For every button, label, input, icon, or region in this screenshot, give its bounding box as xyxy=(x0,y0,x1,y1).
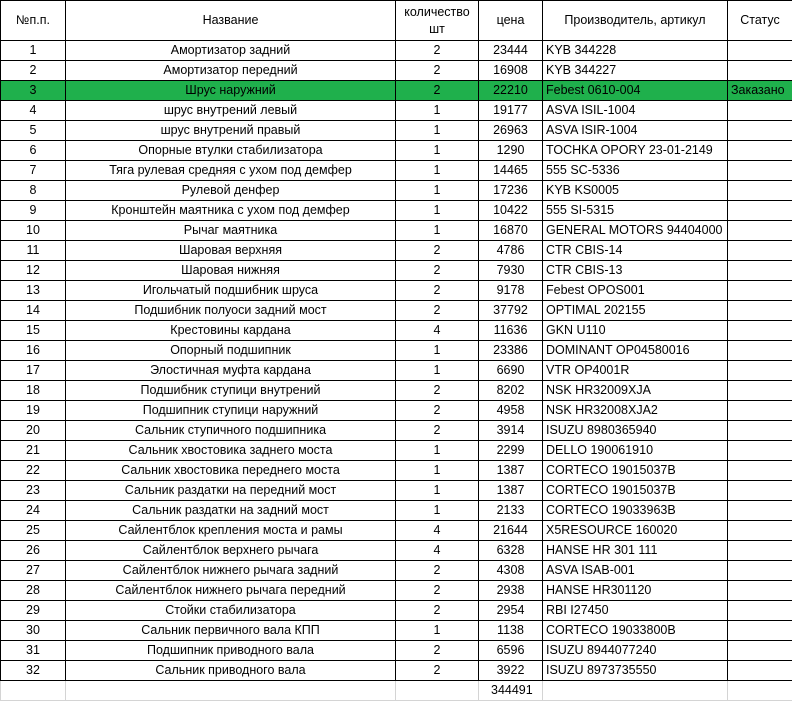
cell-price[interactable]: 17236 xyxy=(479,181,543,201)
cell-price[interactable]: 11636 xyxy=(479,321,543,341)
cell-maker[interactable]: CORTECO 19015037B xyxy=(543,481,728,501)
cell-price[interactable]: 26963 xyxy=(479,121,543,141)
cell-price[interactable]: 2299 xyxy=(479,441,543,461)
empty-cell[interactable] xyxy=(1,681,66,701)
cell-maker[interactable]: GENERAL MOTORS 94404000 xyxy=(543,221,728,241)
empty-cell[interactable] xyxy=(66,681,396,701)
cell-maker[interactable]: ISUZU 8980365940 xyxy=(543,421,728,441)
table-row xyxy=(1,461,792,481)
cell-status[interactable] xyxy=(728,221,792,241)
cell-qty[interactable]: 1 xyxy=(396,461,479,481)
cell-price[interactable]: 6690 xyxy=(479,361,543,381)
cell-name[interactable]: Тяга рулевая средняя с ухом под демфер xyxy=(66,161,396,181)
cell-num[interactable]: 17 xyxy=(1,361,66,381)
table-row xyxy=(1,101,792,121)
table-row xyxy=(1,501,792,521)
header-status[interactable]: Статус xyxy=(728,1,792,41)
cell-price[interactable]: 21644 xyxy=(479,521,543,541)
cell-qty[interactable]: 1 xyxy=(396,161,479,181)
total-row xyxy=(1,681,792,701)
cell-maker[interactable]: NSK HR32009XJA xyxy=(543,381,728,401)
cell-maker[interactable]: Febest OPOS001 xyxy=(543,281,728,301)
cell-maker[interactable]: DOMINANT OP04580016 xyxy=(543,341,728,361)
cell-num[interactable]: 5 xyxy=(1,121,66,141)
cell-qty[interactable]: 2 xyxy=(396,41,479,61)
cell-price[interactable]: 3922 xyxy=(479,661,543,681)
cell-name[interactable]: Крестовины кардана xyxy=(66,321,396,341)
cell-status[interactable] xyxy=(728,341,792,361)
cell-name[interactable]: Сальник хвостовика заднего моста xyxy=(66,441,396,461)
cell-status[interactable] xyxy=(728,321,792,341)
cell-status[interactable] xyxy=(728,581,792,601)
cell-name[interactable]: Сайлентблок крепления моста и рамы xyxy=(66,521,396,541)
cell-qty[interactable]: 2 xyxy=(396,401,479,421)
cell-price[interactable]: 16870 xyxy=(479,221,543,241)
header-num[interactable]: №п.п. xyxy=(1,1,66,41)
cell-num[interactable]: 24 xyxy=(1,501,66,521)
cell-num[interactable]: 16 xyxy=(1,341,66,361)
cell-num[interactable]: 32 xyxy=(1,661,66,681)
cell-qty[interactable]: 2 xyxy=(396,581,479,601)
cell-qty[interactable]: 1 xyxy=(396,441,479,461)
cell-qty[interactable]: 1 xyxy=(396,181,479,201)
table-row xyxy=(1,381,792,401)
cell-qty[interactable]: 2 xyxy=(396,641,479,661)
cell-status[interactable] xyxy=(728,121,792,141)
cell-maker[interactable]: HANSE HR301120 xyxy=(543,581,728,601)
table-row xyxy=(1,361,792,381)
cell-qty[interactable]: 4 xyxy=(396,321,479,341)
cell-num[interactable]: 26 xyxy=(1,541,66,561)
cell-status[interactable] xyxy=(728,641,792,661)
cell-status[interactable] xyxy=(728,401,792,421)
header-name[interactable]: Название xyxy=(66,1,396,41)
cell-name[interactable]: Рулевой денфер xyxy=(66,181,396,201)
cell-maker[interactable]: HANSE HR 301 111 xyxy=(543,541,728,561)
cell-name[interactable]: Подшипник приводного вала xyxy=(66,641,396,661)
cell-name[interactable]: Стойки стабилизатора xyxy=(66,601,396,621)
cell-status[interactable] xyxy=(728,481,792,501)
cell-qty[interactable]: 2 xyxy=(396,301,479,321)
cell-price[interactable]: 10422 xyxy=(479,201,543,221)
cell-qty[interactable]: 2 xyxy=(396,421,479,441)
cell-maker[interactable]: KYB 344228 xyxy=(543,41,728,61)
cell-price[interactable]: 6328 xyxy=(479,541,543,561)
table-row xyxy=(1,581,792,601)
cell-name[interactable]: Подшибник ступици внутрений xyxy=(66,381,396,401)
cell-num[interactable]: 20 xyxy=(1,421,66,441)
cell-num[interactable]: 29 xyxy=(1,601,66,621)
cell-num[interactable]: 7 xyxy=(1,161,66,181)
cell-maker[interactable]: X5RESOURCE 160020 xyxy=(543,521,728,541)
cell-maker[interactable]: Febest 0610-004 xyxy=(543,81,728,101)
cell-status[interactable]: Заказано xyxy=(728,81,792,101)
table-row xyxy=(1,621,792,641)
cell-maker[interactable]: RBI I27450 xyxy=(543,601,728,621)
cell-price[interactable]: 4958 xyxy=(479,401,543,421)
cell-qty[interactable]: 2 xyxy=(396,381,479,401)
table-row xyxy=(1,341,792,361)
cell-status[interactable] xyxy=(728,201,792,221)
cell-name[interactable]: Сальник раздатки на передний мост xyxy=(66,481,396,501)
cell-status[interactable] xyxy=(728,501,792,521)
cell-qty[interactable]: 2 xyxy=(396,81,479,101)
cell-num[interactable]: 6 xyxy=(1,141,66,161)
table-row xyxy=(1,201,792,221)
table-row xyxy=(1,261,792,281)
table-row xyxy=(1,401,792,421)
cell-maker[interactable]: CORTECO 19033963B xyxy=(543,501,728,521)
cell-name[interactable]: Элостичная муфта кардана xyxy=(66,361,396,381)
cell-price[interactable]: 23444 xyxy=(479,41,543,61)
cell-maker[interactable]: DELLO 190061910 xyxy=(543,441,728,461)
cell-status[interactable] xyxy=(728,381,792,401)
cell-name[interactable]: Сайлентблок верхнего рычага xyxy=(66,541,396,561)
cell-price[interactable]: 14465 xyxy=(479,161,543,181)
cell-num[interactable]: 14 xyxy=(1,301,66,321)
cell-num[interactable]: 21 xyxy=(1,441,66,461)
table-row xyxy=(1,241,792,261)
table-row xyxy=(1,41,792,61)
cell-maker[interactable]: ASVA ISAB-001 xyxy=(543,561,728,581)
cell-name[interactable]: Игольчатый подшибник шруса xyxy=(66,281,396,301)
cell-num[interactable]: 23 xyxy=(1,481,66,501)
cell-status[interactable] xyxy=(728,181,792,201)
total-price[interactable]: 344491 xyxy=(479,681,543,701)
cell-qty[interactable]: 2 xyxy=(396,561,479,581)
cell-status[interactable] xyxy=(728,61,792,81)
table-row xyxy=(1,661,792,681)
cell-price[interactable]: 3914 xyxy=(479,421,543,441)
cell-name[interactable]: Шаровая нижняя xyxy=(66,261,396,281)
cell-status[interactable] xyxy=(728,601,792,621)
cell-name[interactable]: Опорные втулки стабилизатора xyxy=(66,141,396,161)
cell-maker[interactable]: VTR OP4001R xyxy=(543,361,728,381)
cell-maker[interactable]: ISUZU 8944077240 xyxy=(543,641,728,661)
cell-num[interactable]: 30 xyxy=(1,621,66,641)
cell-status[interactable] xyxy=(728,241,792,261)
table-row xyxy=(1,601,792,621)
cell-name[interactable]: Сайлентблок нижнего рычага передний xyxy=(66,581,396,601)
cell-name[interactable]: Сальник ступичного подшипника xyxy=(66,421,396,441)
table-row xyxy=(1,281,792,301)
cell-qty[interactable]: 1 xyxy=(396,481,479,501)
cell-maker[interactable]: TOCHKA OPORY 23-01-2149 xyxy=(543,141,728,161)
cell-maker[interactable]: 555 SI-5315 xyxy=(543,201,728,221)
cell-maker[interactable]: GKN U110 xyxy=(543,321,728,341)
table-row xyxy=(1,161,792,181)
cell-name[interactable]: Подшибник полуоси задний мост xyxy=(66,301,396,321)
cell-num[interactable]: 10 xyxy=(1,221,66,241)
cell-qty[interactable]: 1 xyxy=(396,121,479,141)
cell-num[interactable]: 22 xyxy=(1,461,66,481)
cell-status[interactable] xyxy=(728,421,792,441)
empty-cell[interactable] xyxy=(728,681,792,701)
header-price[interactable]: цена xyxy=(479,1,543,41)
cell-maker[interactable]: CORTECO 19033800B xyxy=(543,621,728,641)
cell-status[interactable] xyxy=(728,141,792,161)
cell-num[interactable]: 15 xyxy=(1,321,66,341)
cell-name[interactable]: Сальник хвостовика переднего моста xyxy=(66,461,396,481)
table-row xyxy=(1,141,792,161)
table-row xyxy=(1,541,792,561)
cell-qty[interactable]: 1 xyxy=(396,101,479,121)
cell-name[interactable]: Подшипник ступици наружний xyxy=(66,401,396,421)
cell-num[interactable]: 27 xyxy=(1,561,66,581)
cell-num[interactable]: 3 xyxy=(1,81,66,101)
cell-name[interactable]: Шаровая верхняя xyxy=(66,241,396,261)
cell-price[interactable]: 1138 xyxy=(479,621,543,641)
cell-price[interactable]: 9178 xyxy=(479,281,543,301)
cell-name[interactable]: Шрус наружний xyxy=(66,81,396,101)
header-row xyxy=(1,1,792,41)
cell-maker[interactable]: 555 SC-5336 xyxy=(543,161,728,181)
table-row xyxy=(1,561,792,581)
cell-qty[interactable]: 1 xyxy=(396,141,479,161)
cell-status[interactable] xyxy=(728,461,792,481)
cell-status[interactable] xyxy=(728,441,792,461)
cell-maker[interactable]: ISUZU 8973735550 xyxy=(543,661,728,681)
cell-maker[interactable]: KYB KS0005 xyxy=(543,181,728,201)
cell-num[interactable]: 31 xyxy=(1,641,66,661)
cell-price[interactable]: 2133 xyxy=(479,501,543,521)
cell-name[interactable]: Опорный подшипник xyxy=(66,341,396,361)
cell-price[interactable]: 7930 xyxy=(479,261,543,281)
cell-qty[interactable]: 2 xyxy=(396,261,479,281)
table-row xyxy=(1,321,792,341)
table-row xyxy=(1,521,792,541)
cell-status[interactable] xyxy=(728,261,792,281)
table-row xyxy=(1,641,792,661)
cell-num[interactable]: 1 xyxy=(1,41,66,61)
cell-status[interactable] xyxy=(728,621,792,641)
cell-num[interactable]: 9 xyxy=(1,201,66,221)
cell-num[interactable]: 4 xyxy=(1,101,66,121)
cell-status[interactable] xyxy=(728,521,792,541)
cell-price[interactable]: 37792 xyxy=(479,301,543,321)
cell-maker[interactable]: ASVA ISIL-1004 xyxy=(543,101,728,121)
cell-num[interactable]: 18 xyxy=(1,381,66,401)
empty-cell[interactable] xyxy=(543,681,728,701)
cell-name[interactable]: Сальник раздатки на задний мост xyxy=(66,501,396,521)
cell-status[interactable] xyxy=(728,301,792,321)
cell-qty[interactable]: 1 xyxy=(396,621,479,641)
cell-price[interactable]: 1387 xyxy=(479,481,543,501)
cell-price[interactable]: 19177 xyxy=(479,101,543,121)
cell-qty[interactable]: 4 xyxy=(396,541,479,561)
cell-qty[interactable]: 1 xyxy=(396,201,479,221)
cell-num[interactable]: 11 xyxy=(1,241,66,261)
cell-maker[interactable]: KYB 344227 xyxy=(543,61,728,81)
cell-maker[interactable]: NSK HR32008XJA2 xyxy=(543,401,728,421)
cell-qty[interactable]: 2 xyxy=(396,281,479,301)
cell-qty[interactable]: 4 xyxy=(396,521,479,541)
header-qty[interactable]: количество шт xyxy=(396,1,479,41)
cell-name[interactable]: Сальник первичного вала КПП xyxy=(66,621,396,641)
cell-price[interactable]: 16908 xyxy=(479,61,543,81)
cell-name[interactable]: Рычаг маятника xyxy=(66,221,396,241)
cell-price[interactable]: 1387 xyxy=(479,461,543,481)
cell-name[interactable]: Амортизатор передний xyxy=(66,61,396,81)
table-row xyxy=(1,121,792,141)
cell-maker[interactable]: CORTECO 19015037B xyxy=(543,461,728,481)
cell-qty[interactable]: 2 xyxy=(396,601,479,621)
cell-name[interactable]: шрус внутрений правый xyxy=(66,121,396,141)
table-row xyxy=(1,221,792,241)
cell-price[interactable]: 6596 xyxy=(479,641,543,661)
cell-price[interactable]: 4786 xyxy=(479,241,543,261)
cell-status[interactable] xyxy=(728,661,792,681)
cell-qty[interactable]: 1 xyxy=(396,361,479,381)
cell-qty[interactable]: 1 xyxy=(396,341,479,361)
cell-price[interactable]: 4308 xyxy=(479,561,543,581)
cell-qty[interactable]: 2 xyxy=(396,661,479,681)
cell-status[interactable] xyxy=(728,361,792,381)
cell-status[interactable] xyxy=(728,101,792,121)
cell-price[interactable]: 8202 xyxy=(479,381,543,401)
table-row xyxy=(1,301,792,321)
cell-num[interactable]: 25 xyxy=(1,521,66,541)
cell-name[interactable]: Сайлентблок нижнего рычага задний xyxy=(66,561,396,581)
header-maker[interactable]: Производитель, артикул xyxy=(543,1,728,41)
cell-num[interactable]: 13 xyxy=(1,281,66,301)
cell-price[interactable]: 22210 xyxy=(479,81,543,101)
table-row xyxy=(1,421,792,441)
empty-cell[interactable] xyxy=(396,681,479,701)
cell-status[interactable] xyxy=(728,541,792,561)
cell-maker[interactable]: CTR CBIS-14 xyxy=(543,241,728,261)
cell-status[interactable] xyxy=(728,281,792,301)
cell-status[interactable] xyxy=(728,561,792,581)
cell-maker[interactable]: CTR CBIS-13 xyxy=(543,261,728,281)
cell-name[interactable]: Сальник приводного вала xyxy=(66,661,396,681)
cell-qty[interactable]: 1 xyxy=(396,501,479,521)
table-row xyxy=(1,481,792,501)
cell-maker[interactable]: OPTIMAL 202155 xyxy=(543,301,728,321)
cell-qty[interactable]: 2 xyxy=(396,241,479,261)
cell-price[interactable]: 23386 xyxy=(479,341,543,361)
cell-price[interactable]: 2938 xyxy=(479,581,543,601)
table-row xyxy=(1,81,792,101)
cell-status[interactable] xyxy=(728,161,792,181)
table-row xyxy=(1,181,792,201)
cell-num[interactable]: 12 xyxy=(1,261,66,281)
cell-name[interactable]: Кронштейн маятника с ухом под демфер xyxy=(66,201,396,221)
cell-status[interactable] xyxy=(728,41,792,61)
table-row xyxy=(1,61,792,81)
cell-maker[interactable]: ASVA ISIR-1004 xyxy=(543,121,728,141)
cell-price[interactable]: 1290 xyxy=(479,141,543,161)
cell-price[interactable]: 2954 xyxy=(479,601,543,621)
table-row xyxy=(1,441,792,461)
cell-name[interactable]: Амортизатор задний xyxy=(66,41,396,61)
cell-num[interactable]: 28 xyxy=(1,581,66,601)
cell-qty[interactable]: 2 xyxy=(396,61,479,81)
cell-num[interactable]: 19 xyxy=(1,401,66,421)
cell-qty[interactable]: 1 xyxy=(396,221,479,241)
cell-name[interactable]: шрус внутрений левый xyxy=(66,101,396,121)
cell-num[interactable]: 8 xyxy=(1,181,66,201)
cell-num[interactable]: 2 xyxy=(1,61,66,81)
